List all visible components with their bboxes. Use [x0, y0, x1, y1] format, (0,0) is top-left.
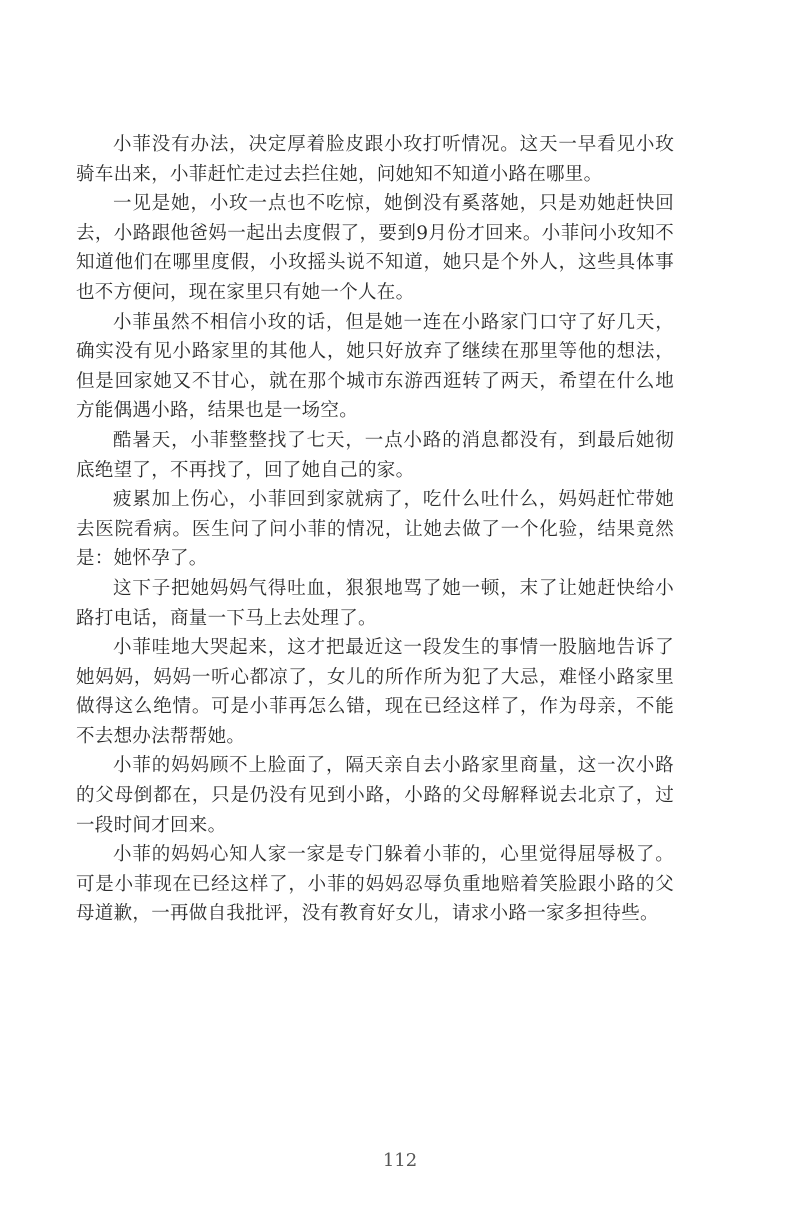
- paragraph-6: 这下子把她妈妈气得吐血，狠狠地骂了她一顿，末了让她赶快给小路打电话，商量一下马上去处理了。: [76, 577, 674, 629]
- paragraph-7: 小菲哇地大哭起来，这才把最近这一段发生的事情一股脑地告诉了她妈妈，妈妈一听心都凉了，女儿的所作所为犯了大忌，难怪小路家里做得这么绝情。可是小菲再怎么错，现在已经这样了，作为母亲，不能不去想办法帮帮她。: [76, 637, 674, 747]
- paragraph-8: 小菲的妈妈顾不上脸面了，隔天亲自去小路家里商量，这一次小路的父母倒都在，只是仍没有见到小路，小路的父母解释说去北京了，过一段时间才回来。: [76, 755, 674, 836]
- body-text: [76, 130, 674, 929]
- page-number: 112: [382, 1150, 418, 1171]
- paragraph-5: 疲累加上伤心，小菲回到家就病了，吃什么吐什么，妈妈赶忙带她去医院看病。医生问了问小菲的情况，让她去做了一个化验，结果竟然是：她怀孕了。: [76, 489, 674, 570]
- paragraph-4: 酷暑天，小菲整整找了七天，一点小路的消息都没有，到最后她彻底绝望了，不再找了，回了她自己的家。: [76, 429, 674, 481]
- paragraph-2: 一见是她，小玫一点也不吃惊，她倒没有奚落她，只是劝她赶快回去，小路跟他爸妈一起出去度假了，要到9月份才回来。小菲问小玫知不知道他们在哪里度假，小玫摇头说不知道，她只是个外人，这些具体事也不方便问，现在家里只有她一个人在。: [76, 193, 674, 303]
- paragraph-3: 小菲虽然不相信小玫的话，但是她一连在小路家门口守了好几天，确实没有见小路家里的其他人，她只好放弃了继续在那里等他的想法，但是回家她又不甘心，就在那个城市东游西逛转了两天，希望在什么地方能偶遇小路，结果也是一场空。: [76, 311, 674, 422]
- paragraph-9: 小菲的妈妈心知人家一家是专门躲着小菲的，心里觉得屈辱极了。可是小菲现在已经这样了，小菲的妈妈忍辱负重地赔着笑脸跟小路的父母道歉，一再做自我批评，没有教育好女儿，请求小路一家多担待些。: [76, 844, 674, 925]
- paragraph-1: 小菲没有办法，决定厚着脸皮跟小玫打听情况。这天一早看见小玫骑车出来，小菲赶忙走过去拦住她，问她知不知道小路在哪里。: [76, 134, 674, 185]
